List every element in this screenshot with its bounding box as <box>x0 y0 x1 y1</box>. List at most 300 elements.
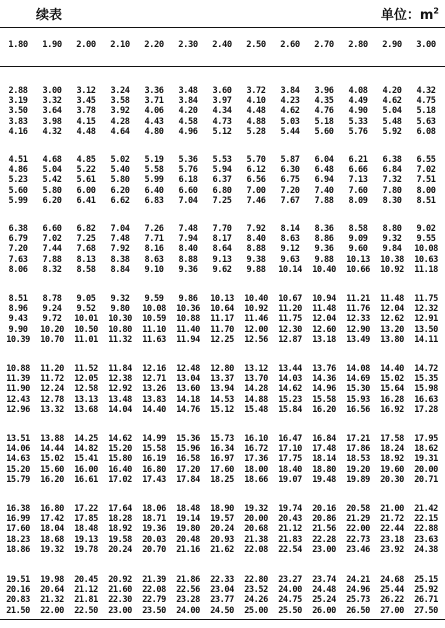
table-cell: 7.63 <box>8 254 28 265</box>
table-cell: 24.50 <box>210 605 234 616</box>
table-cell: 7.67 <box>280 195 300 206</box>
table-row <box>0 294 445 304</box>
table-cell: 23.50 <box>142 605 166 616</box>
table-cell: 5.33 <box>348 116 368 127</box>
table-cell: 6.18 <box>178 175 198 186</box>
table-cell: 8.09 <box>348 195 368 206</box>
table-cell: 9.13 <box>212 254 232 265</box>
table-cell: 21.83 <box>278 534 302 545</box>
table-cell: 5.48 <box>382 116 402 127</box>
table-cell: 19.89 <box>346 474 370 485</box>
table-cell: 12.04 <box>312 314 336 325</box>
table-cell: 15.48 <box>244 404 268 415</box>
table-cell: 13.12 <box>244 364 268 374</box>
table-cell: 6.66 <box>348 165 368 176</box>
table-cell: 9.36 <box>178 264 198 275</box>
header-cell: 2.00 <box>76 40 96 50</box>
table-cell: 17.43 <box>142 474 166 485</box>
table-row <box>0 524 445 534</box>
table-cell: 5.22 <box>76 165 96 176</box>
table-cell: 18.04 <box>40 524 64 535</box>
table-cell: 8.30 <box>382 195 402 206</box>
table-cell: 21.60 <box>108 585 132 596</box>
table-cell: 24.48 <box>312 585 336 596</box>
table-row <box>0 545 445 555</box>
table-cell: 9.36 <box>314 244 334 255</box>
table-cell: 4.32 <box>42 126 62 137</box>
table-cell: 18.80 <box>312 464 336 475</box>
table-cell: 18.28 <box>108 514 132 525</box>
table-cell: 6.20 <box>42 195 62 206</box>
table-cell: 3.72 <box>246 86 266 96</box>
table-row <box>0 364 445 374</box>
table-cell: 21.29 <box>346 514 370 525</box>
table-cell: 7.26 <box>144 224 164 234</box>
table-cell: 17.64 <box>108 504 132 514</box>
table-cell: 5.04 <box>42 165 62 176</box>
table-cell: 11.52 <box>74 364 98 374</box>
table-cell: 17.22 <box>74 504 98 514</box>
table-cell: 18.48 <box>74 524 98 535</box>
table-cell: 16.20 <box>40 474 64 485</box>
table-cell: 20.83 <box>6 595 30 606</box>
table-row <box>0 165 445 175</box>
table-cell: 15.30 <box>346 384 370 395</box>
table-cell: 4.68 <box>42 155 62 165</box>
table-cell: 2.88 <box>8 86 28 96</box>
table-cell: 5.80 <box>42 185 62 196</box>
table-row <box>0 465 445 475</box>
table-cell: 14.28 <box>244 384 268 395</box>
table-cell: 5.60 <box>314 126 334 137</box>
table-cell: 6.21 <box>348 155 368 165</box>
table-cell: 17.60 <box>6 524 30 535</box>
table-cell: 7.92 <box>246 224 266 234</box>
table-row <box>0 335 445 345</box>
header-cell: 1.90 <box>42 40 62 50</box>
table-cell: 3.19 <box>8 96 28 107</box>
table-row <box>0 395 445 405</box>
table-cell: 7.25 <box>212 195 232 206</box>
table-cell: 4.88 <box>246 116 266 127</box>
table-cell: 16.00 <box>74 464 98 475</box>
table-cell: 6.41 <box>76 195 96 206</box>
table-cell: 19.80 <box>176 524 200 535</box>
table-cell: 10.92 <box>244 304 268 315</box>
table-cell: 6.37 <box>212 175 232 186</box>
table-cell: 5.12 <box>212 126 232 137</box>
table-cell: 6.30 <box>280 165 300 176</box>
table-row <box>0 96 445 106</box>
table-cell: 9.09 <box>348 234 368 245</box>
table-cell: 17.02 <box>108 474 132 485</box>
table-cell: 13.68 <box>74 404 98 415</box>
top-rule <box>0 27 445 28</box>
table-cell: 19.32 <box>244 504 268 514</box>
table-cell: 5.03 <box>280 116 300 127</box>
table-cell: 9.52 <box>76 304 96 315</box>
table-cell: 12.33 <box>346 314 370 325</box>
table-cell: 17.10 <box>278 444 302 455</box>
table-cell: 4.96 <box>178 126 198 137</box>
table-row <box>0 265 445 275</box>
table-cell: 8.32 <box>42 264 62 275</box>
table-cell: 17.48 <box>312 444 336 455</box>
table-cell: 4.76 <box>314 106 334 117</box>
table-cell: 8.64 <box>212 244 232 255</box>
table-cell: 11.48 <box>380 294 404 304</box>
table-cell: 8.80 <box>382 224 402 234</box>
table-cell: 13.20 <box>380 324 404 335</box>
table-cell: 10.70 <box>40 334 64 345</box>
table-cell: 17.21 <box>346 434 370 444</box>
table-cell: 22.50 <box>74 605 98 616</box>
table-cell: 13.83 <box>142 394 166 405</box>
table-cell: 3.48 <box>178 86 198 96</box>
table-cell: 7.02 <box>42 234 62 245</box>
table-cell: 11.84 <box>108 364 132 374</box>
table-cell: 5.94 <box>212 165 232 176</box>
table-row <box>0 514 445 524</box>
table-cell: 12.25 <box>210 334 234 345</box>
table-cell: 12.04 <box>380 304 404 315</box>
table-cell: 18.14 <box>312 454 336 465</box>
table-cell: 7.51 <box>416 175 436 186</box>
table-cell: 22.44 <box>380 524 404 535</box>
table-cell: 19.57 <box>210 514 234 525</box>
table-cell: 11.39 <box>6 374 30 385</box>
table-cell: 16.28 <box>380 394 404 405</box>
table-cell: 7.00 <box>246 185 266 196</box>
table-cell: 14.08 <box>346 364 370 374</box>
table-cell: 6.83 <box>144 195 164 206</box>
table-cell: 4.34 <box>212 106 232 117</box>
table-cell: 13.04 <box>176 374 200 385</box>
table-cell: 14.99 <box>142 434 166 444</box>
table-cell: 16.10 <box>244 434 268 444</box>
table-cell: 11.20 <box>40 364 64 374</box>
table-row <box>0 405 445 415</box>
table-cell: 22.28 <box>312 534 336 545</box>
table-cell: 11.76 <box>346 304 370 315</box>
table-cell: 21.00 <box>380 504 404 514</box>
table-cell: 13.49 <box>346 334 370 345</box>
table-cell: 3.50 <box>8 106 28 117</box>
table-cell: 4.85 <box>76 155 96 165</box>
table-row <box>0 606 445 616</box>
table-cell: 18.68 <box>40 534 64 545</box>
table-cell: 5.23 <box>8 175 28 186</box>
table-cell: 7.88 <box>42 254 62 265</box>
table-cell: 4.20 <box>178 106 198 117</box>
table-cell: 27.50 <box>414 605 438 616</box>
table-cell: 22.33 <box>210 575 234 585</box>
table-cell: 7.46 <box>246 195 266 206</box>
table-cell: 21.12 <box>278 524 302 535</box>
table-cell: 4.51 <box>8 155 28 165</box>
table-cell: 14.06 <box>6 444 30 455</box>
table-cell: 11.75 <box>278 314 302 325</box>
table-cell: 9.63 <box>280 254 300 265</box>
table-cell: 5.04 <box>382 106 402 117</box>
table-cell: 6.94 <box>314 175 334 186</box>
table-cell: 26.71 <box>414 595 438 606</box>
table-cell: 15.41 <box>74 454 98 465</box>
table-cell: 7.48 <box>178 224 198 234</box>
table-cell: 16.72 <box>244 444 268 455</box>
table-cell: 9.88 <box>314 254 334 265</box>
table-cell: 14.03 <box>278 374 302 385</box>
table-cell: 13.44 <box>278 364 302 374</box>
table-cell: 9.84 <box>382 244 402 255</box>
table-cell: 7.94 <box>178 234 198 245</box>
table-cell: 5.76 <box>178 165 198 176</box>
table-cell: 13.26 <box>142 384 166 395</box>
table-cell: 4.62 <box>382 96 402 107</box>
table-cell: 20.00 <box>244 514 268 525</box>
table-cell: 21.72 <box>380 514 404 525</box>
table-cell: 8.58 <box>348 224 368 234</box>
unit-label-text: 单位：m <box>380 8 434 23</box>
table-cell: 11.48 <box>312 304 336 315</box>
table-cell: 17.84 <box>176 474 200 485</box>
table-cell: 24.68 <box>380 575 404 585</box>
table-cell: 11.40 <box>176 324 200 335</box>
table-cell: 4.90 <box>348 106 368 117</box>
table-cell: 19.32 <box>40 544 64 555</box>
table-cell: 6.12 <box>246 165 266 176</box>
table-cell: 21.12 <box>74 585 98 596</box>
table-cell: 26.00 <box>312 605 336 616</box>
table-cell: 10.64 <box>210 304 234 315</box>
table-cell: 7.20 <box>280 185 300 196</box>
table-cell: 4.32 <box>416 86 436 96</box>
table-cell: 24.38 <box>414 544 438 555</box>
table-cell: 9.88 <box>246 264 266 275</box>
table-cell: 16.61 <box>74 474 98 485</box>
table-cell: 12.56 <box>244 334 268 345</box>
table-cell: 19.98 <box>40 575 64 585</box>
table-cell: 19.36 <box>142 524 166 535</box>
table-cell: 22.73 <box>346 534 370 545</box>
table-cell: 16.34 <box>210 444 234 455</box>
table-cell: 7.04 <box>110 224 130 234</box>
table-cell: 12.30 <box>278 324 302 335</box>
table-cell: 8.96 <box>8 304 28 315</box>
table-cell: 26.22 <box>380 595 404 606</box>
table-cell: 23.52 <box>244 585 268 596</box>
table-cell: 17.85 <box>74 514 98 525</box>
table-row <box>0 224 445 234</box>
table-cell: 3.84 <box>280 86 300 96</box>
table-cell: 19.48 <box>312 474 336 485</box>
table-cell: 3.12 <box>76 86 96 96</box>
table-cell: 9.86 <box>178 294 198 304</box>
table-cell: 24.00 <box>278 585 302 596</box>
header-rule <box>0 66 445 67</box>
table-cell: 20.30 <box>380 474 404 485</box>
table-cell: 6.40 <box>144 185 164 196</box>
table-cell: 19.78 <box>74 544 98 555</box>
table-cell: 12.24 <box>40 384 64 395</box>
table-cell: 16.97 <box>210 454 234 465</box>
table-cell: 14.04 <box>108 404 132 415</box>
table-cell: 11.17 <box>210 314 234 325</box>
table-cell: 14.82 <box>74 444 98 455</box>
table-cell: 22.54 <box>278 544 302 555</box>
table-cell: 20.58 <box>346 504 370 514</box>
table-row <box>0 585 445 595</box>
table-cell: 22.88 <box>414 524 438 535</box>
table-cell: 21.86 <box>176 575 200 585</box>
table-cell: 23.27 <box>278 575 302 585</box>
table-cell: 18.71 <box>142 514 166 525</box>
table-cell: 8.17 <box>212 234 232 245</box>
table-row <box>0 384 445 394</box>
table-cell: 18.00 <box>244 464 268 475</box>
table-cell: 16.20 <box>312 404 336 415</box>
table-cell: 6.20 <box>110 185 130 196</box>
table-cell: 16.63 <box>414 394 438 405</box>
table-cell: 19.13 <box>74 534 98 545</box>
table-cell: 15.79 <box>6 474 30 485</box>
table-row <box>0 314 445 324</box>
table-cell: 3.84 <box>178 96 198 107</box>
table-cell: 3.00 <box>42 86 62 96</box>
table-cell: 8.40 <box>246 234 266 245</box>
table-cell: 14.40 <box>380 364 404 374</box>
bottom-rule <box>0 619 445 620</box>
table-cell: 20.93 <box>210 534 234 545</box>
table-cell: 15.58 <box>142 444 166 455</box>
table-cell: 25.92 <box>414 585 438 596</box>
table-cell: 22.79 <box>142 595 166 606</box>
table-row <box>0 454 445 464</box>
table-cell: 15.36 <box>176 434 200 444</box>
table-cell: 12.71 <box>142 374 166 385</box>
table-cell: 5.60 <box>8 185 28 196</box>
table-cell: 4.64 <box>110 126 130 137</box>
table-cell: 3.58 <box>110 96 130 107</box>
table-cell: 10.36 <box>176 304 200 315</box>
table-cell: 11.72 <box>40 374 64 385</box>
table-cell: 16.56 <box>346 404 370 415</box>
table-cell: 13.37 <box>210 374 234 385</box>
table-cell: 3.32 <box>42 96 62 107</box>
table-cell: 10.94 <box>312 294 336 304</box>
table-cell: 9.60 <box>348 244 368 255</box>
table-cell: 3.45 <box>76 96 96 107</box>
table-cell: 9.12 <box>280 244 300 255</box>
table-row <box>0 475 445 485</box>
table-cell: 23.63 <box>414 534 438 545</box>
table-cell: 8.63 <box>280 234 300 245</box>
table-cell: 20.68 <box>244 524 268 535</box>
table-cell: 6.79 <box>8 234 28 245</box>
table-cell: 7.71 <box>144 234 164 245</box>
table-cell: 10.59 <box>142 314 166 325</box>
table-cell: 6.84 <box>382 165 402 176</box>
table-cell: 6.00 <box>76 185 96 196</box>
table-cell: 8.51 <box>8 294 28 304</box>
table-cell: 8.78 <box>42 294 62 304</box>
header-row <box>0 40 445 56</box>
table-cell: 23.74 <box>312 575 336 585</box>
table-cell: 5.87 <box>280 155 300 165</box>
header-cell: 2.20 <box>144 40 164 50</box>
table-cell: 3.83 <box>8 116 28 127</box>
table-cell: 4.49 <box>348 96 368 107</box>
table-cell: 4.80 <box>144 126 164 137</box>
table-cell: 8.16 <box>144 244 164 255</box>
table-cell: 5.40 <box>110 165 130 176</box>
table-cell: 14.40 <box>142 404 166 415</box>
table-cell: 3.36 <box>144 86 164 96</box>
table-cell: 5.80 <box>110 175 130 186</box>
table-row <box>0 234 445 244</box>
table-cell: 10.80 <box>108 324 132 335</box>
table-cell: 16.38 <box>6 504 30 514</box>
table-cell: 15.64 <box>380 384 404 395</box>
table-cell: 20.70 <box>142 544 166 555</box>
header-cell: 2.90 <box>382 40 402 50</box>
table-cell: 5.36 <box>178 155 198 165</box>
table-cell: 13.13 <box>74 394 98 405</box>
table-cell: 23.46 <box>346 544 370 555</box>
table-cell: 7.32 <box>382 175 402 186</box>
table-cell: 8.13 <box>76 254 96 265</box>
table-cell: 8.14 <box>280 224 300 234</box>
table-cell: 7.92 <box>110 244 130 255</box>
table-cell: 21.39 <box>142 575 166 585</box>
table-cell: 20.24 <box>210 524 234 535</box>
header-cell: 2.30 <box>178 40 198 50</box>
table-cell: 3.98 <box>42 116 62 127</box>
table-cell: 4.48 <box>246 106 266 117</box>
table-cell: 7.80 <box>382 185 402 196</box>
table-cell: 11.20 <box>278 304 302 315</box>
table-cell: 25.15 <box>414 575 438 585</box>
table-cell: 24.96 <box>346 585 370 596</box>
table-cell: 23.18 <box>380 534 404 545</box>
table-cell: 5.42 <box>42 175 62 186</box>
table-cell: 22.80 <box>244 575 268 585</box>
table-cell: 5.44 <box>280 126 300 137</box>
table-cell: 15.96 <box>176 444 200 455</box>
table-cell: 14.96 <box>312 384 336 395</box>
table-cell: 15.73 <box>210 434 234 444</box>
table-cell: 18.06 <box>142 504 166 514</box>
table-cell: 18.62 <box>414 444 438 455</box>
table-cell: 12.16 <box>142 364 166 374</box>
header-cell: 2.70 <box>314 40 334 50</box>
table-cell: 18.40 <box>278 464 302 475</box>
table-cell: 14.18 <box>176 394 200 405</box>
table-cell: 10.40 <box>244 294 268 304</box>
table-cell: 5.92 <box>382 126 402 137</box>
table-cell: 12.05 <box>74 374 98 385</box>
table-cell: 10.20 <box>40 324 64 335</box>
table-cell: 4.43 <box>144 116 164 127</box>
table-cell: 20.24 <box>108 544 132 555</box>
header-cell: 3.00 <box>416 40 436 50</box>
table-cell: 18.25 <box>210 474 234 485</box>
table-title: 续表 <box>36 8 63 23</box>
table-cell: 10.92 <box>380 264 404 275</box>
table-cell: 9.43 <box>8 314 28 325</box>
table-cell: 18.53 <box>346 454 370 465</box>
table-cell: 7.44 <box>42 244 62 255</box>
